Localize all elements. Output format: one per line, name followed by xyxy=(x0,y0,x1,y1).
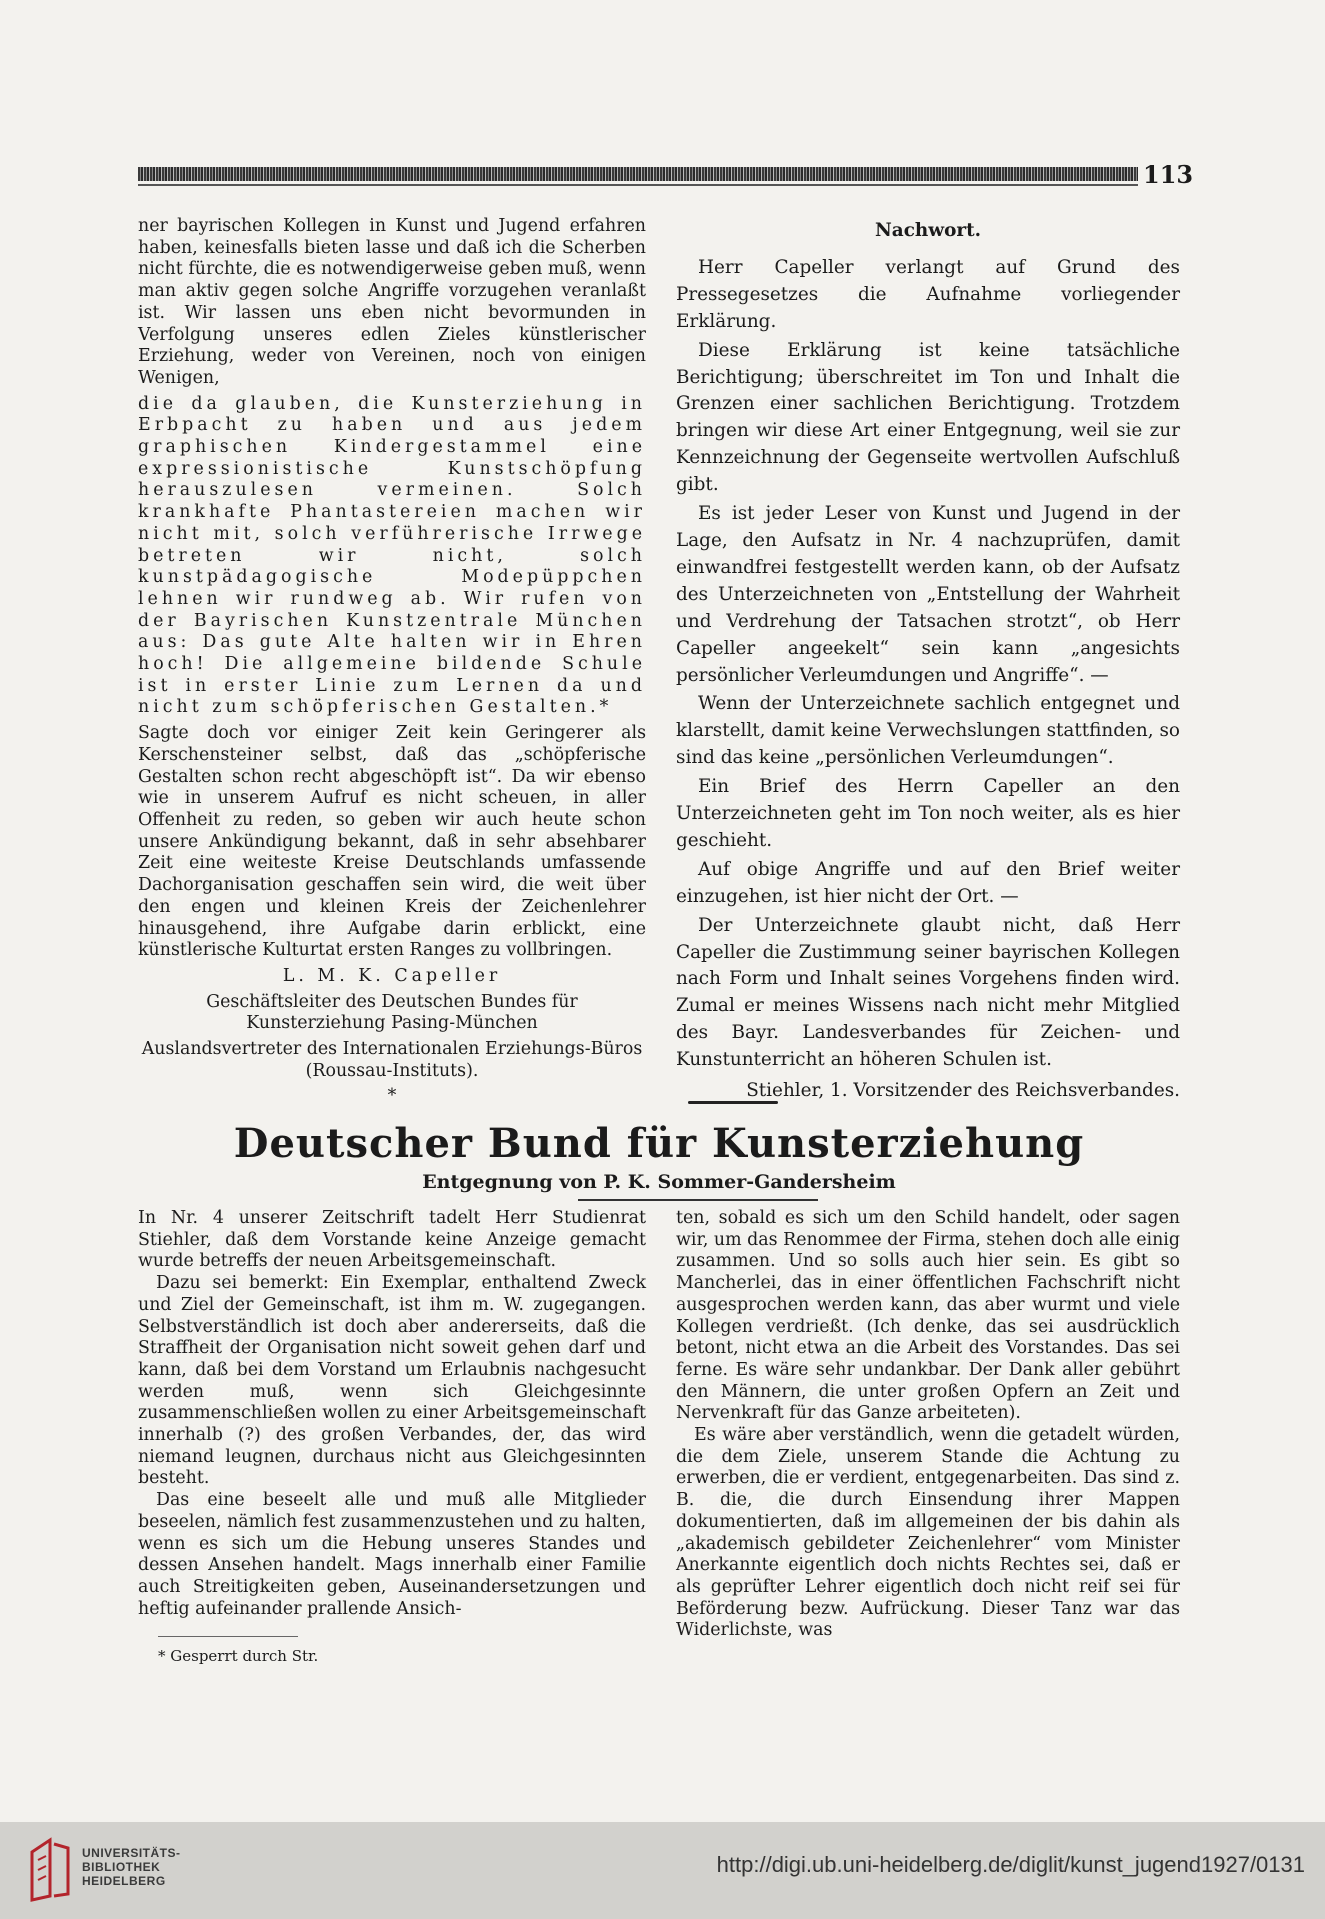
page-number: 113 xyxy=(1143,160,1194,189)
library-name-line: BIBLIOTHEK xyxy=(82,1860,161,1874)
paragraph: ten, sobald es sich um den Schild handelt, oder sagen wir, um das Renommee der Firma, stehen doch alle einig zusammen. Und so solls auch hier sein. Es gibt so Mancherlei, das in einer öffentlichen Fachschrift nicht ausgesprochen werden kann, das aber wurmt und viele Kollegen verdrießt. (Ich denke, das sei ausdrücklich betont, nicht etwa an die Arbeit des Vorstandes. Das sei ferne. Es wäre sehr undankbar. Der Dank aller gebührt den Männern, die unter großen Opfern an Zeit und Nervenkraft für das Ganze arbeiteten). xyxy=(676,1208,1180,1424)
paragraph: Es ist jeder Leser von Kunst und Jugend in der Lage, den Aufsatz in Nr. 4 nachzuprüfen, damit einwandfrei festgestellt werden kann, ob der Aufsatz des Unterzeichneten von „Entstellung der Wahrheit und Verdrehung der Tatsachen strotzt“, ob Herr Capeller angeekelt“ sein kann „angesichts persönlicher Verleumdungen und Angriffe“. — xyxy=(676,503,1180,686)
paragraph: ner bayrischen Kollegen in Kunst und Jugend erfahren haben, keinesfalls bieten lasse und daß ich die Scherben nicht fürchte, die es notwendigerweise geben muß, wenn man aktiv gegen solche Angriffe vorzugehen veranlaßt ist. Wir lassen uns eben nicht bevormunden in Verfolgung unseres edlen Zieles künstlerischer Erziehung, weder von Vereinen, noch von einigen Wenigen, xyxy=(138,216,646,388)
paragraph: Diese Erklärung ist keine tatsächliche Berichtigung; überschreitet im Ton und Inhalt die Grenzen einer sachlichen Berichtigung. Trotzdem bringen wir diese Art einer Entgegnung, weil sie zur Kennzeichnung der Gegenseite wertvollen Aufschluß gibt. xyxy=(676,339,1180,496)
paragraph: Der Unterzeichnete glaubt nicht, daß Herr Capeller die Zustimmung seiner bayrischen Kollegen nach Form und Inhalt seines Vorgehens finden wird. Zumal er meines Wissens nach nicht mehr Mitglied des Bayr. Landesverbandes für Zeichen- und Kunstunterricht an höheren Schulen ist. xyxy=(676,914,1180,1071)
document-url[interactable]: http://digi.ub.uni-heidelberg.de/diglit/kunst_jugend1927/0131 xyxy=(716,1852,1305,1877)
paragraph: Wenn der Unterzeichnete sachlich entgegnet und klarstellt, damit keine Verwechslungen stattfinden, so sind das keine „persönlichen Verleumdungen“. xyxy=(676,693,1180,769)
header-rule-thin xyxy=(138,184,1138,186)
afterword-signature: Stiehler, 1. Vorsitzender des Reichsverbandes. xyxy=(746,1080,1180,1102)
paragraph: Es wäre aber verständlich, wenn die getadelt würden, die dem Ziele, unserem Stande die Achtung zu erwerben, die er verdient, entgegenarbeiten. Das sind z. B. die, die durch Einsendung ihrer Mappen dokumentierten, daß im allgemeinen der bis dahin als „akademisch gebildeter Zeichenlehrer“ vom Minister Anerkannte eigentlich doch nichts Rechtes sei, daß er als geprüfter Lehrer eigentlich doch nicht reif sei für Beförderung bezw. Aufrückung. Dieser Tanz war das Widerlichste, was xyxy=(676,1425,1180,1641)
viewer-footer xyxy=(0,1822,1325,1919)
signature-title: Geschäftsleiter des Deutschen Bundes für Kunsterziehung Pasing-München xyxy=(206,991,578,1034)
paragraph: Auf obige Angriffe und auf den Brief weiter einzugehen, ist hier nicht der Ort. — xyxy=(676,858,1180,907)
subtitle-rule xyxy=(578,1199,818,1201)
paragraph: Ein Brief des Herrn Capeller an den Unterzeichneten geht im Ton noch weiter, als es hier geschieht. xyxy=(676,776,1180,851)
column-right-top xyxy=(676,218,1180,1107)
signature-underline xyxy=(688,1101,778,1104)
footnote: * Gesperrt durch Str. xyxy=(158,1647,319,1665)
signature-title-2: Auslandsvertreter des Internationalen Erziehungs-Büros (Roussau-Instituts). xyxy=(141,1039,643,1081)
header-rule xyxy=(138,167,1138,181)
paragraph: Herr Capeller verlangt auf Grund des Pressegesetzes die Aufnahme vorliegender Erklärung. xyxy=(676,256,1180,332)
paragraph: Sagte doch vor einiger Zeit kein Geringerer als Kerschensteiner selbst, daß das „schöpferische Gestalten schon recht abgeschöpft ist“. Da wir ebenso wie in unserem Aufruf es nicht scheuen, in aller Offenheit zu reden, so geben wir auch heute schon unsere Ankündigung bekannt, daß in sehr absehbarer Zeit eine weiteste Kreise Deutschlands umfassende Dachorganisation geschaffen sein wird, die weit über den engen und kleinen Kreis der Zeichenlehrer hinausgehend, ihre Aufgabe darin erblickt, eine künstlerische Kulturtat ersten Ranges zu vollbringen. xyxy=(138,723,646,961)
library-name xyxy=(82,1846,181,1888)
library-name-line: UNIVERSITÄTS- xyxy=(82,1846,181,1860)
library-name-line: HEIDELBERG xyxy=(82,1874,166,1888)
section-title: Deutscher Bund für Kunsterziehung xyxy=(233,1120,1085,1167)
spaced-paragraph: die da glauben, die Kunsterziehung in Erbpacht zu haben und aus jedem graphischen Kindergestammel eine expressionistische Kunstschöpfung herauszulesen vermeinen. Solch krankhafte Phantastereien machen wir nicht mit, solch verführerische Irrwege betreten wir nicht, solch kunstpädagogische Modepüppchen lehnen wir rundweg ab. Wir rufen von der Bayrischen Kunstzentrale München aus: Das gute Alte halten wir in Ehren hoch! Die allgemeine bildende Schule ist in erster Linie zum Lernen da und nicht zum schöpferischen Gestalten.* xyxy=(138,393,646,718)
afterword-title: Nachwort. xyxy=(875,220,981,241)
separator-star: * xyxy=(387,1086,397,1107)
column-left-top xyxy=(138,216,646,1108)
paragraph: Das eine beseelt alle und muß alle Mitglieder beseelen, nämlich fest zusammenzustehen und zu halten, wenn es sich um die Hebung unseres Standes und dessen Ansehen handelt. Mags innerhalb einer Familie auch Streitigkeiten geben, Auseinandersetzungen und heftig aufeinander prallende Ansich- xyxy=(138,1490,646,1619)
section-subtitle: Entgegnung von P. K. Sommer-Gandersheim xyxy=(422,1171,896,1193)
signature-name: L. M. K. Capeller xyxy=(282,965,502,986)
column-right-bottom xyxy=(676,1208,1180,1642)
footnote-rule xyxy=(158,1636,298,1637)
column-left-bottom xyxy=(138,1208,646,1620)
library-logo-icon xyxy=(24,1834,74,1904)
paragraph: In Nr. 4 unserer Zeitschrift tadelt Herr Studienrat Stiehler, daß dem Vorstande keine Anzeige gemacht wurde betreffs der neuen Arbeitsgemeinschaft. xyxy=(138,1208,646,1272)
paragraph: Dazu sei bemerkt: Ein Exemplar, enthaltend Zweck und Ziel der Gemeinschaft, ist ihm m. W. zugegangen. Selbstverständlich ist doch aber andererseits, daß die Straffheit der Organisation nicht soweit gehen darf und kann, daß bei dem Vorstand um Erlaubnis nachgesucht werden muß, wenn sich Gleichgesinnte zusammenschließen wollen zu einer Arbeitsgemeinschaft innerhalb (?) des großen Verbandes, der, das wird niemand leugnen, durchaus nicht aus Gleichgesinnten besteht. xyxy=(138,1273,646,1489)
